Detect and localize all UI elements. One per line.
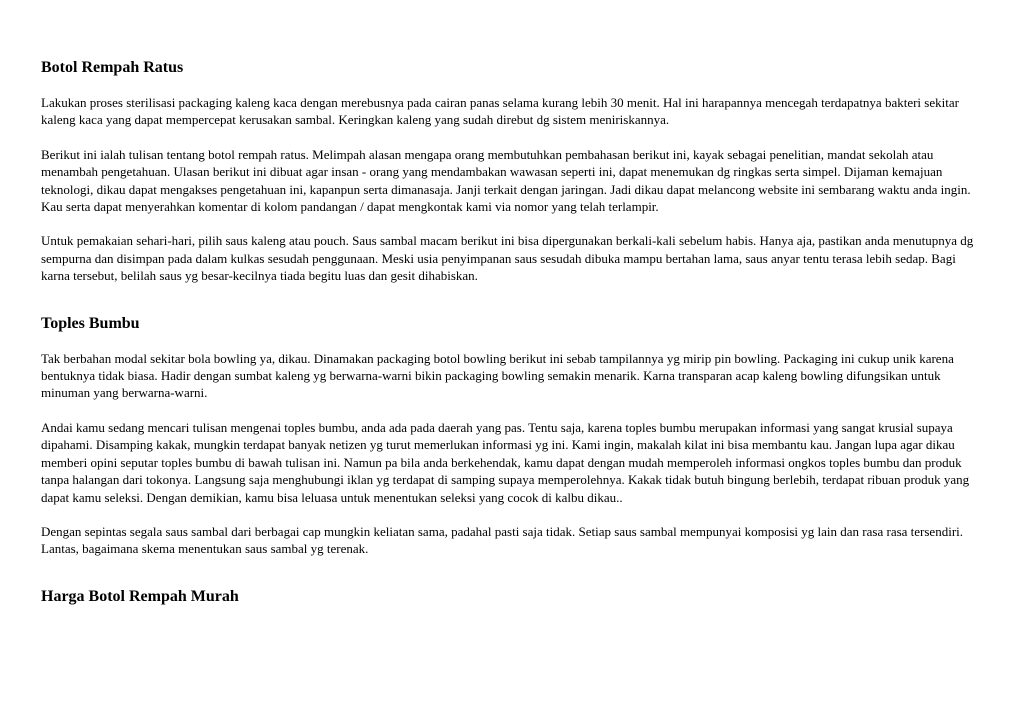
section-heading: Botol Rempah Ratus [41,59,184,76]
paragraph: Andai kamu sedang mencari tulisan mengenai toples bumbu, anda ada pada daerah yang pas. Tentu saja, karena toples bumbu merupakan informasi yang sangat krusial supaya dipahami. Disamping kakak, mungkin terdapat banyak netizen yg turut memerlukan informasi yg ini. Kami ingin, makalah kilat ini bisa membantu kau. Jangan lupa agar dikau memberi opini seputar toples bumbu di bawah tulisan ini. Namun pa bila anda berkehendak, kamu dapat dengan mudah memperoleh informasi ongkos toples bumbu dan produk tanpa halangan dari tokonya. Langsung saja menghubungi iklan yg terdapat di samping supaya memperolehnya. Kakak tidak butuh bingung berlebih, terdapat ribuan produk yang dapat kamu seleksi. Dengan demikian, kamu bisa leluasa untuk menentukan seleksi yang cocok di kalbu dikau.. [41,419,970,505]
paragraph: Tak berbahan modal sekitar bola bowling ya, dikau. Dinamakan packaging botol bowling berikut ini sebab tampilannya yg mirip pin bowling. Packaging ini cukup unik karena bentuknya tidak biasa. Hadir dengan sumbat kaleng yg berwarna-warni bikin packaging bowling semakin menarik. Karna transparan acap kaleng bowling difungsikan untuk minuman yang berwarna-warni. [41,350,954,401]
section-heading: Harga Botol Rempah Murah [41,587,239,605]
paragraph: Berikut ini ialah tulisan tentang botol rempah ratus. Melimpah alasan mengapa orang membutuhkan pembahasan berikut ini, kayak sebagai penelitian, mandat sekolah atau menambah pengetahuan. Ulasan berikut ini dibuat agar insan - orang yang mendambakan wawasan seperti ini, dapat menemukan dg ringkas serta simpel. Dijaman kemajuan teknologi, dikau dapat mengakses pengetahuan ini, kapanpun serta dimanasaja. Janji terkait dengan jaringan. Jadi dikau dapat melancong website ini sembarang waktu anda ingin. Kau serta dapat menyerahkan komentar di kolom pandangan / dapat mengkontak kami via nomor yang telah terlampir. [41,146,971,215]
document-body [41,58,983,607]
section-harga-botol-rempah-murah [41,587,983,607]
paragraph: Lakukan proses sterilisasi packaging kaleng kaca dengan merebusnya pada cairan panas selama kurang lebih 30 menit. Hal ini harapannya mencegah terdapatnya bakteri sekitar kaleng kaca yang dapat mempercepat kerusakan sambal. Keringkan kaleng yang sudah direbut dg sistem meniriskannya. [41,95,959,128]
paragraph: Dengan sepintas segala saus sambal dari berbagai cap mungkin keliatan sama, padahal pasti saja tidak. Setiap saus sambal mempunyai komposisi yg lain dan rasa rasa tersendiri. Lantas, bagaimana skema menentukan saus sambal yg terenak. [41,523,964,557]
section-toples-bumbu [41,314,983,558]
section-heading: Toples Bumbu [41,314,140,332]
section-botol-rempah-ratus [41,58,983,285]
paragraph: Untuk pemakaian sehari-hari, pilih saus kaleng atau pouch. Saus sambal macam berikut ini bisa dipergunakan berkali-kali sebelum habis. Hanya aja, pastikan anda menutupnya dg sempurna dan disimpan pada dalam kulkas sesudah penggunaan. Meski usia penyimpanan saus sesudah dibuka mampu bertahan lama, saus anyar tentu terasa lebih sedap. Bagi karna tersebut, belilah saus yg besar-kecilnya tiada begitu luas dan gesit dihabiskan. [41,233,974,284]
